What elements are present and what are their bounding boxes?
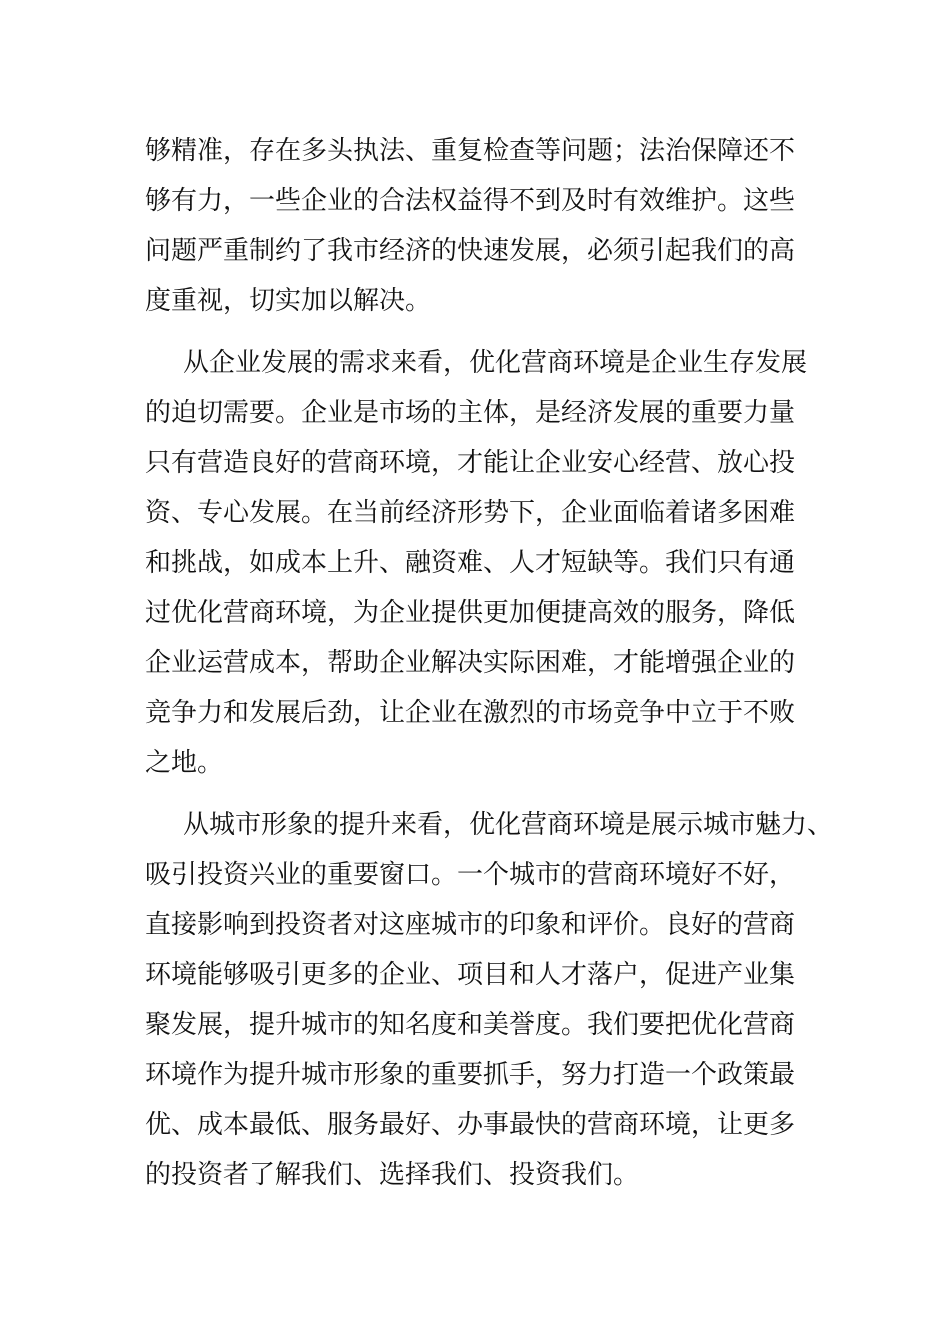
- text-line: 的投资者了解我们、选择我们、投资我们。: [145, 1160, 640, 1190]
- paragraph-3: [145, 800, 834, 1200]
- text-line: 资、专心发展。在当前经济形势下，企业面临着诸多困难: [145, 498, 796, 528]
- text-line: 度重视，切实加以解决。: [145, 286, 432, 316]
- text-line: 竞争力和发展后劲，让企业在激烈的市场竞争中立于不败: [145, 698, 796, 728]
- text-line: 环境能够吸引更多的企业、项目和人才落户，促进产业集: [145, 960, 796, 990]
- text-line: 优、成本最低、服务最好、办事最快的营商环境，让更多: [145, 1110, 796, 1140]
- paragraph-1: [145, 126, 825, 326]
- text-line: 企业运营成本，帮助企业解决实际困难，才能增强企业的: [145, 648, 796, 678]
- body-text: [145, 126, 834, 1200]
- text-line: 问题严重制约了我市经济的快速发展，必须引起我们的高: [145, 236, 796, 266]
- text-line: 环境作为提升城市形象的重要抓手，努力打造一个政策最: [145, 1060, 796, 1090]
- paragraph-spacer: [145, 788, 825, 800]
- paragraph-spacer: [145, 326, 825, 338]
- text-line: 和挑战，如成本上升、融资难、人才短缺等。我们只有通: [145, 548, 796, 578]
- text-line: 吸引投资兴业的重要窗口。一个城市的营商环境好不好，: [145, 860, 796, 890]
- text-line: 从城市形象的提升来看，优化营商环境是展示城市魅力、: [183, 810, 834, 840]
- text-line: 够精准，存在多头执法、重复检查等问题；法治保障还不: [145, 136, 796, 166]
- text-line: 的迫切需要。企业是市场的主体，是经济发展的重要力量: [145, 398, 796, 428]
- paragraph-2: [145, 338, 825, 788]
- text-line: 之地。: [145, 748, 224, 778]
- text-line: 聚发展，提升城市的知名度和美誉度。我们要把优化营商: [145, 1010, 796, 1040]
- text-line: 从企业发展的需求来看，优化营商环境是企业生存发展: [183, 348, 808, 378]
- text-line: 过优化营商环境，为企业提供更加便捷高效的服务，降低: [145, 598, 796, 628]
- text-line: 够有力，一些企业的合法权益得不到及时有效维护。这些: [145, 186, 796, 216]
- text-line: 直接影响到投资者对这座城市的印象和评价。良好的营商: [145, 910, 796, 940]
- text-line: 只有营造良好的营商环境，才能让企业安心经营、放心投: [145, 448, 796, 478]
